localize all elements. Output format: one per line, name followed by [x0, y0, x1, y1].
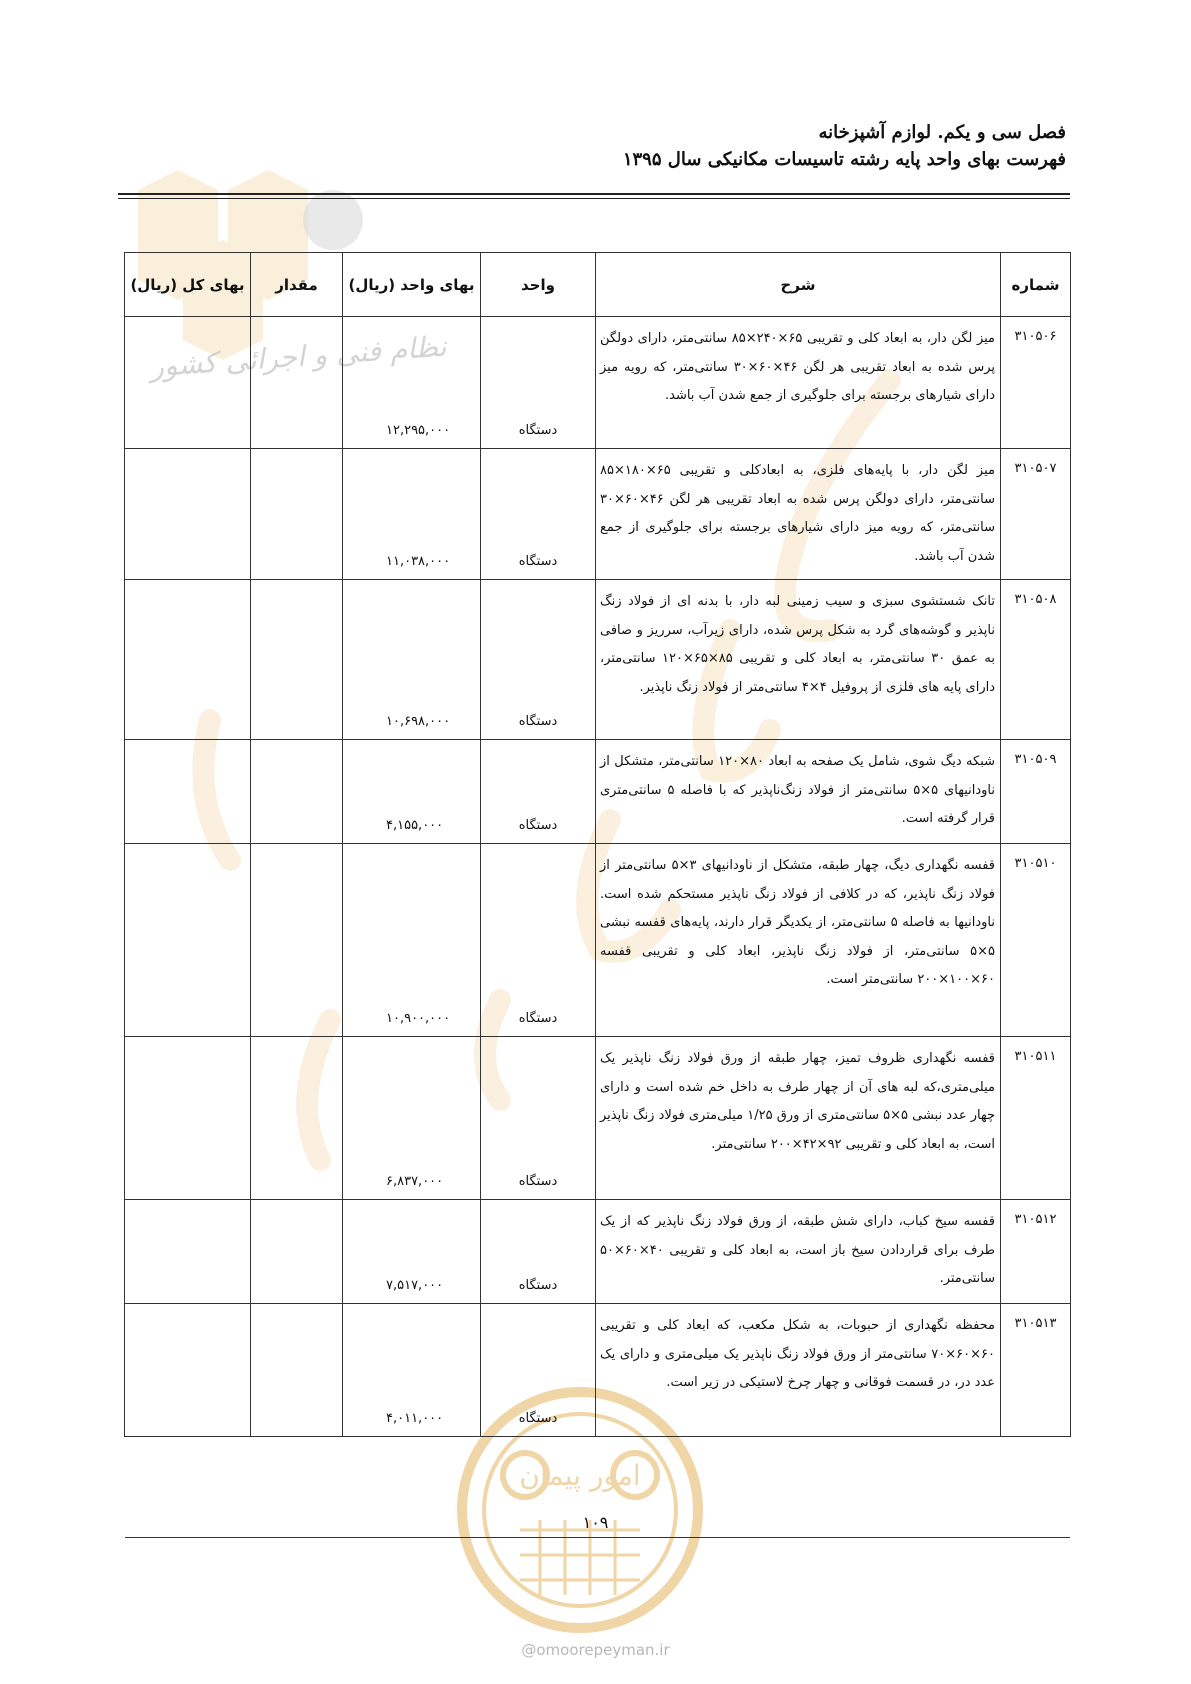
item-unit: دستگاه [481, 1037, 596, 1200]
item-quantity [251, 1037, 343, 1200]
col-header-description: شرح [596, 253, 1001, 317]
col-header-unit-price: بهای واحد (ریال) [343, 253, 481, 317]
item-number: ۳۱۰۵۰۸ [1001, 580, 1071, 740]
footer-rule [125, 1537, 1070, 1538]
item-number: ۳۱۰۵۰۶ [1001, 317, 1071, 449]
table-row [125, 740, 1071, 844]
page-header [623, 122, 1066, 170]
header-rule [118, 193, 1070, 195]
item-number: ۳۱۰۵۱۰ [1001, 844, 1071, 1037]
item-unit-price: ۷,۵۱۷,۰۰۰ [343, 1200, 481, 1304]
item-quantity [251, 844, 343, 1037]
table-row [125, 317, 1071, 449]
table-header-row [125, 253, 1071, 317]
item-unit-price: ۱۰,۶۹۸,۰۰۰ [343, 580, 481, 740]
item-total-price [125, 844, 251, 1037]
item-unit-price: ۱۰,۹۰۰,۰۰۰ [343, 844, 481, 1037]
item-unit-price: ۱۱,۰۳۸,۰۰۰ [343, 449, 481, 580]
item-description: میز لگن دار، به ابعاد کلی و تقریبی ۶۵×۲۴۰×۸۵ سانتی‌متر، دارای دولگن پرس شده به ابعاد تقریبی هر لگن ۴۶×۶۰×۳۰ سانتی‌متر، که رویه میز دارای شیارهای برجسته برای جلوگیری از جمع شدن آب باشد. [596, 317, 1001, 449]
item-unit: دستگاه [481, 740, 596, 844]
item-total-price [125, 1304, 251, 1437]
page-number: ۱۰۹ [582, 1513, 609, 1532]
item-number: ۳۱۰۵۱۳ [1001, 1304, 1071, 1437]
item-total-price [125, 1037, 251, 1200]
item-description: محفظه نگهداری از حبوبات، به شکل مکعب، که ابعاد کلی و تقریبی ۶۰×۶۰×۷۰ سانتی‌متر از ورق فولاد زنگ ناپذیر یک میلی‌متری و دارای یک عدد در، در قسمت فوقانی و چهار چرخ لاستیکی در زیر است. [596, 1304, 1001, 1437]
item-quantity [251, 317, 343, 449]
item-description: شبکه دیگ شوی، شامل یک صفحه به ابعاد ۸۰×۱۲۰ سانتی‌متر، متشکل از ناودانیهای ۵×۵ سانتی‌متر از فولاد زنگ‌ناپذیر که با فاصله ۵ سانتی‌متری قرار گرفته است. [596, 740, 1001, 844]
website-watermark: @omoorepeyman.ir [521, 1641, 670, 1659]
table-row [125, 1037, 1071, 1200]
seal-text: امور پیمان [519, 1459, 641, 1492]
table-row [125, 449, 1071, 580]
item-description: میز لگن دار، با پایه‌های فلزی، به ابعادکلی و تقریبی ۶۵×۱۸۰×۸۵ سانتی‌متر، دارای دولگن پرس شده به ابعاد تقریبی هر لگن ۴۶×۶۰×۳۰ سانتی‌متر، که رویه میز دارای شیارهای برجسته برای جلوگیری از جمع شدن آب باشد. [596, 449, 1001, 580]
item-number: ۳۱۰۵۰۹ [1001, 740, 1071, 844]
organization-name-watermark: نظام فنی و اجرائی کشور [149, 329, 448, 384]
item-total-price [125, 317, 251, 449]
document-subtitle: فهرست بهای واحد پایه رشته تاسیسات مکانیکی سال ۱۳۹۵ [622, 149, 1066, 170]
col-header-number: شماره [1001, 253, 1071, 317]
item-description: قفسه سیخ کباب، دارای شش طبقه، از ورق فولاد زنگ ناپذیر که از یک طرف برای قراردادن سیخ باز است، به ابعاد کلی و تقریبی ۴۰×۶۰×۵۰ سانتی‌متر. [596, 1200, 1001, 1304]
item-quantity [251, 449, 343, 580]
item-unit-price: ۶,۸۳۷,۰۰۰ [343, 1037, 481, 1200]
header-rule-thin [118, 198, 1070, 199]
col-header-total-price: بهای کل (ریال) [125, 253, 251, 317]
item-number: ۳۱۰۵۰۷ [1001, 449, 1071, 580]
item-unit-price: ۴,۰۱۱,۰۰۰ [343, 1304, 481, 1437]
item-number: ۳۱۰۵۱۲ [1001, 1200, 1071, 1304]
col-header-unit: واحد [481, 253, 596, 317]
table-row [125, 1304, 1071, 1437]
table-row [125, 844, 1071, 1037]
item-total-price [125, 740, 251, 844]
item-unit: دستگاه [481, 844, 596, 1037]
table-row [125, 1200, 1071, 1304]
item-quantity [251, 740, 343, 844]
item-unit: دستگاه [481, 317, 596, 449]
table-row [125, 580, 1071, 740]
item-total-price [125, 449, 251, 580]
item-quantity [251, 1304, 343, 1437]
item-unit-price: ۱۲,۲۹۵,۰۰۰ [343, 317, 481, 449]
item-description: قفسه نگهداری دیگ، چهار طبقه، متشکل از ناودانیهای ۳×۵ سانتی‌متر از فولاد زنگ ناپذیر، که در کلافی از فولاد زنگ ناپذیر مستحکم شده است. ناودانیها به فاصله ۵ سانتی‌متر، از یکدیگر قرار دارند، پایه‌های قفسه نبشی ۵×۵ سانتی‌متر، از فولاد زنگ ناپذیر، ابعاد کلی و تقریبی قفسه ۶۰×۱۰۰×۲۰۰ سانتی‌متر است. [596, 844, 1001, 1037]
item-quantity [251, 1200, 343, 1304]
item-unit: دستگاه [481, 580, 596, 740]
item-unit-price: ۴,۱۵۵,۰۰۰ [343, 740, 481, 844]
price-list-table [124, 252, 1071, 1437]
chapter-title: فصل سی و یکم. لوازم آشپزخانه [818, 122, 1066, 143]
item-description: تانک شستشوی سبزی و سیب زمینی لبه دار، با بدنه ای از فولاد زنگ ناپذیر و گوشه‌های گرد به شکل پرس شده، دارای زیرآب، سرریز و صافی به عمق ۳۰ سانتی‌متر، به ابعاد کلی و تقریبی ۸۵×۶۵×۱۲۰ سانتی‌متر، دارای پایه های فلزی از پروفیل ۴×۴ سانتی‌متر از فولاد زنگ ناپذیر. [596, 580, 1001, 740]
item-total-price [125, 1200, 251, 1304]
item-quantity [251, 580, 343, 740]
item-unit: دستگاه [481, 1304, 596, 1437]
item-total-price [125, 580, 251, 740]
item-unit: دستگاه [481, 449, 596, 580]
item-number: ۳۱۰۵۱۱ [1001, 1037, 1071, 1200]
col-header-quantity: مقدار [251, 253, 343, 317]
item-unit: دستگاه [481, 1200, 596, 1304]
item-description: قفسه نگهداری ظروف تمیز، چهار طبقه از ورق فولاد زنگ ناپذیر یک میلی‌متری،که لبه های آن از چهار طرف به داخل خم شده است و دارای چهار عدد نبشی ۵×۵ سانتی‌متری از ورق ۱/۲۵ میلی‌متری فولاد زنگ ناپذیر است، به ابعاد کلی و تقریبی ۹۲×۴۲×۲۰۰ سانتی‌متر. [596, 1037, 1001, 1200]
